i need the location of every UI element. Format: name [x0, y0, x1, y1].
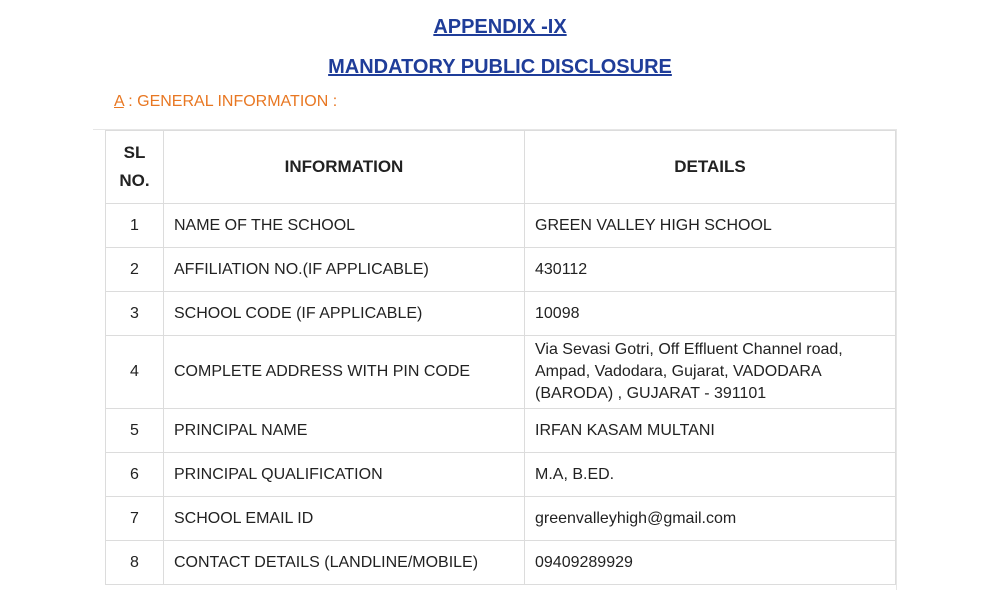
row-sl: 3 [106, 292, 164, 336]
sl-header-line1: SL [123, 143, 146, 162]
table-row [106, 541, 896, 585]
sl-header-line2: NO. [119, 171, 150, 190]
table-header-row [106, 131, 896, 204]
table-row [106, 497, 896, 541]
row-sl: 4 [106, 336, 164, 409]
table-row [106, 204, 896, 248]
table-row [106, 248, 896, 292]
row-information: SCHOOL EMAIL ID [164, 497, 525, 541]
row-information: NAME OF THE SCHOOL [164, 204, 525, 248]
table-row [106, 409, 896, 453]
row-information: AFFILIATION NO.(IF APPLICABLE) [164, 248, 525, 292]
column-header-details: DETAILS [525, 131, 896, 204]
row-details: 10098 [525, 292, 896, 336]
row-information: CONTACT DETAILS (LANDLINE/MOBILE) [164, 541, 525, 585]
row-sl: 1 [106, 204, 164, 248]
row-sl: 7 [106, 497, 164, 541]
section-letter: A [114, 93, 124, 110]
document-title: MANDATORY PUBLIC DISCLOSURE [328, 56, 672, 78]
row-information: SCHOOL CODE (IF APPLICABLE) [164, 292, 525, 336]
row-sl: 8 [106, 541, 164, 585]
row-information: PRINCIPAL NAME [164, 409, 525, 453]
table-row [106, 336, 896, 409]
table-row [106, 292, 896, 336]
section-label: : GENERAL INFORMATION : [123, 93, 338, 110]
table-row [106, 453, 896, 497]
row-details: GREEN VALLEY HIGH SCHOOL [525, 204, 896, 248]
general-information-table [105, 130, 896, 585]
column-header-sl [106, 131, 164, 204]
row-details: Via Sevasi Gotri, Off Effluent Channel road, Ampad, Vadodara, Gujarat, VADODARA (BARODA) , GUJARAT - 391101 [525, 336, 896, 409]
appendix-title: APPENDIX -IX [433, 16, 567, 38]
section-heading [114, 93, 337, 111]
row-sl: 5 [106, 409, 164, 453]
column-header-information: INFORMATION [164, 131, 525, 204]
row-details: greenvalleyhigh@gmail.com [525, 497, 896, 541]
row-details: IRFAN KASAM MULTANI [525, 409, 896, 453]
row-sl: 6 [106, 453, 164, 497]
row-details: 09409289929 [525, 541, 896, 585]
row-details: 430112 [525, 248, 896, 292]
row-details: M.A, B.ED. [525, 453, 896, 497]
row-sl: 2 [106, 248, 164, 292]
row-information: PRINCIPAL QUALIFICATION [164, 453, 525, 497]
row-information: COMPLETE ADDRESS WITH PIN CODE [164, 336, 525, 409]
